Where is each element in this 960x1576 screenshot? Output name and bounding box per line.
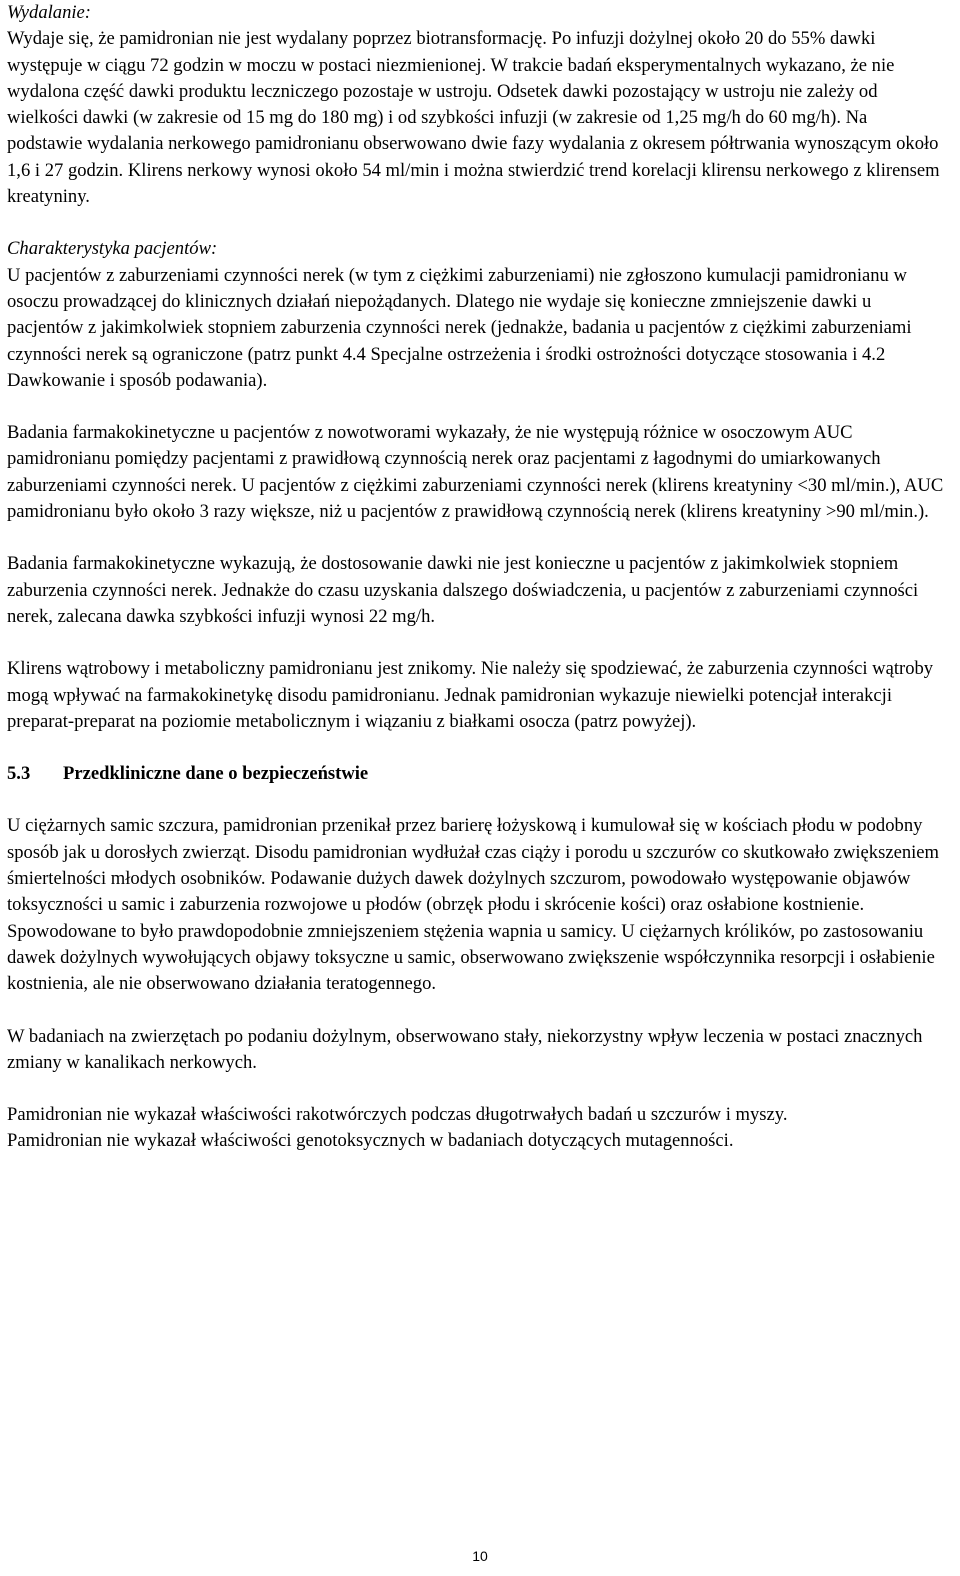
preclinical-paragraph-3: Pamidronian nie wykazał właściwości rakotwórczych podczas długotrwałych badań u szczurów i myszy. [7,1104,788,1126]
preclinical-paragraph-1: U ciężarnych samic szczura, pamidronian przenikał przez barierę łożyskową i kumulował się w kościach płodu w podobny sposób jak u dorosłych zwierząt. Disodu pamidronian wydłużał czas ciąży i porodu u szczurów co skutkowało zwiększeniem śmiertelności młodych osobników. Podawanie dużych dawek dożylnych szczurom, powodowało występowanie objawów toksyczności u samic i zaburzenia rozwojowe u płodów (obrzęk płodu i skrócenie kości) oraz osłabione kostnienie. Spowodowane to było prawdopodobnie zmniejszeniem stężenia wapnia u samicy. U ciężarnych królików, po zastosowaniu dawek dożylnych wywołujących objawy toksyczne u samic, obserwowano zwiększenie współczynnika resorpcji i osłabienie kostnienia, ale nie obserwowano działania teratogennego. [7,815,940,995]
section-heading [7,761,947,787]
section-title: Przedkliniczne dane o bezpieczeństwie [63,763,369,785]
pk-paragraph-2: Badania farmakokinetyczne wykazują, że dostosowanie dawki nie jest konieczne u pacjentów z jakimkolwiek stopniem zaburzenia czynności nerek. Jednakże do czasu uzyskania dalszego doświadczenia, u pacjentów z zaburzeniami czynności nerek, zalecana dawka szybkości infuzji wynosi 22 mg/h. [7,553,919,627]
page-number: 10 [472,1548,488,1564]
excretion-paragraph: Wydaje się, że pamidronian nie jest wydalany poprzez biotransformację. Po infuzji dożylnej około 20 do 55% dawki występuje w ciągu 72 godzin w moczu w postaci niezmienionej. W trakcie badań eksperymentalnych wykazano, że nie wydalona część dawki produktu leczniczego pozostaje w ustroju. Odsetek dawki pozostający w ustroju nie zależy od wielkości dawki (w zakresie od 15 mg do 180 mg) i od szybkości infuzji (w zakresie od 1,25 mg/h do 60 mg/h). Na podstawie wydalania nerkowego pamidronianu obserwowano dwie fazy wydalania z okresem półtrwania wynoszącym około 1,6 i 27 godzin. Klirens nerkowy wynosi około 54 ml/min i można stwierdzić trend korelacji klirensu nerkowego z klirensem kreatyniny. [7,28,940,208]
excretion-heading: Wydalanie: [7,2,91,23]
pk-paragraph-1: Badania farmakokinetyczne u pacjentów z nowotworami wykazały, że nie występują różnice w osoczowym AUC pamidronianu pomiędzy pacjentami z prawidłową czynnością nerek oraz pacjentami z łagodnymi do umiarkowanych zaburzeniami czynności nerek. U pacjentów z ciężkimi zaburzeniami czynności nerek (klirens kreatyniny <30 ml/min.), AUC pamidronianu było około 3 razy większe, niż u pacjentów z prawidłową czynnością nerek (klirens kreatyniny >90 ml/min.). [7,422,944,523]
preclinical-paragraph-2: W badaniach na zwierzętach po podaniu dożylnym, obserwowano stały, niekorzystny wpływ leczenia w postaci znacznych zmiany w kanalikach nerkowych. [7,1025,923,1073]
patients-paragraph: U pacjentów z zaburzeniami czynności nerek (w tym z ciężkimi zaburzeniami) nie zgłoszono kumulacji pamidronianu w osoczu prowadzącej do klinicznych działań niepożądanych. Dlatego nie wydaje się konieczne zmniejszenie dawki u pacjentów z jakimkolwiek stopniem zaburzenia czynności nerek (jednakże, badania u pacjentów z ciężkimi zaburzeniami czynności nerek są ograniczone (patrz punkt 4.4 Specjalne ostrzeżenia i środki ostrożności dotyczące stosowania i 4.2 Dawkowanie i sposób podawania). [7,264,912,391]
spacer [7,998,947,1024]
spacer [7,1076,947,1102]
spacer [7,787,947,813]
spacer [7,630,947,656]
spacer [7,394,947,420]
document-page [7,0,947,1155]
spacer [7,210,947,236]
section-number: 5.3 [7,763,31,785]
hepatic-paragraph: Klirens wątrobowy i metaboliczny pamidronianu jest znikomy. Nie należy się spodziewać, że zaburzenia czynności wątroby mogą wpływać na farmakokinetykę disodu pamidronianu. Jednak pamidronian wykazuje niewielki potencjał interakcji preparat-preparat na poziomie metabolicznym i wiązaniu z białkami osocza (patrz powyżej). [7,658,934,732]
spacer [7,735,947,761]
spacer [7,525,947,551]
preclinical-paragraph-4: Pamidronian nie wykazał właściwości genotoksycznych w badaniach dotyczących mutagenności. [7,1130,734,1152]
patients-heading: Charakterystyka pacjentów: [7,238,218,260]
